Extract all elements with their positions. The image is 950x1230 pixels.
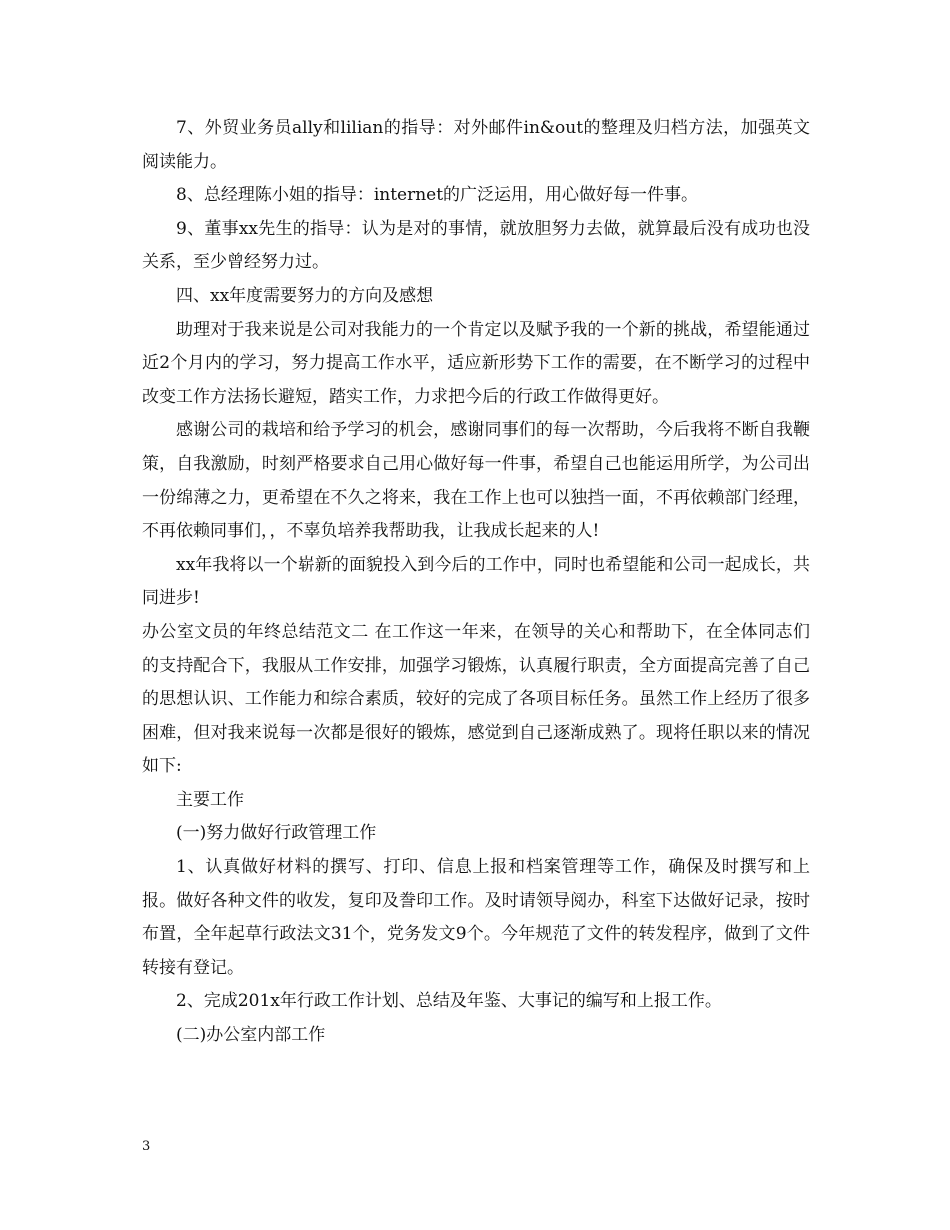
paragraph: 2、完成201x年行政工作计划、总结及年鉴、大事记的编写和上报工作。 <box>176 991 722 1012</box>
paragraph: 1、认真做好材料的撰写、打印、信息上报和档案管理等工作，确保及时撰写和上报。做好各种文件的收发，复印及誊印工作。及时请领导阅办，科室下达做好记录，按时布置，全年起草行政法文31个，党务发文9个。今年规范了文件的转发程序，做到了文件转接有登记。 <box>142 857 810 978</box>
document-body <box>142 112 810 1053</box>
paragraph: xx年我将以一个崭新的面貌投入到今后的工作中，同时也希望能和公司一起成长，共同进步! <box>142 554 810 609</box>
paragraph: 感谢公司的栽培和给予学习的机会，感谢同事们的每一次帮助，今后我将不断自我鞭策，自我激励，时刻严格要求自己用心做好每一件事，希望自己也能运用所学，为公司出一份绵薄之力，更希望在不久之将来，我在工作上也可以独挡一面，不再依赖部门经理，不再依赖同事们，，不辜负培养我帮助我，让我成长起来的人! <box>142 420 810 542</box>
subsection-heading: (一)努力做好行政管理工作 <box>176 823 377 844</box>
article-title-paragraph: 办公室文员的年终总结范文二 在工作这一年来，在领导的关心和帮助下，在全体同志们的支持配合下，我服从工作安排，加强学习锻炼，认真履行职责，全方面提高完善了自己的思想认识、工作能力和综合素质，较好的完成了各项目标任务。虽然工作上经历了很多困难，但对我来说每一次都是很好的锻炼，感觉到自己逐渐成熟了。现将任职以来的情况如下: <box>142 621 810 777</box>
paragraph: 助理对于我来说是公司对我能力的一个肯定以及赋予我的一个新的挑战，希望能通过近2个月内的学习，努力提高工作水平，适应新形势下工作的需要，在不断学习的过程中改变工作方法扬长避短，踏实工作，力求把今后的行政工作做得更好。 <box>142 319 810 407</box>
paragraph: 8、总经理陈小姐的指导：internet的广泛运用，用心做好每一件事。 <box>176 185 699 206</box>
paragraph: 7、外贸业务员ally和lilian的指导：对外邮件in&out的整理及归档方法，加强英文阅读能力。 <box>142 118 810 172</box>
page-number: 3 <box>142 1139 151 1154</box>
paragraph: 9、董事xx先生的指导：认为是对的事情，就放胆努力去做，就算最后没有成功也没关系，至少曾经努力过。 <box>142 218 810 273</box>
subsection-heading: (二)办公室内部工作 <box>176 1025 326 1046</box>
section-heading: 四、xx年度需要努力的方向及感想 <box>176 285 434 306</box>
section-heading: 主要工作 <box>176 789 244 810</box>
